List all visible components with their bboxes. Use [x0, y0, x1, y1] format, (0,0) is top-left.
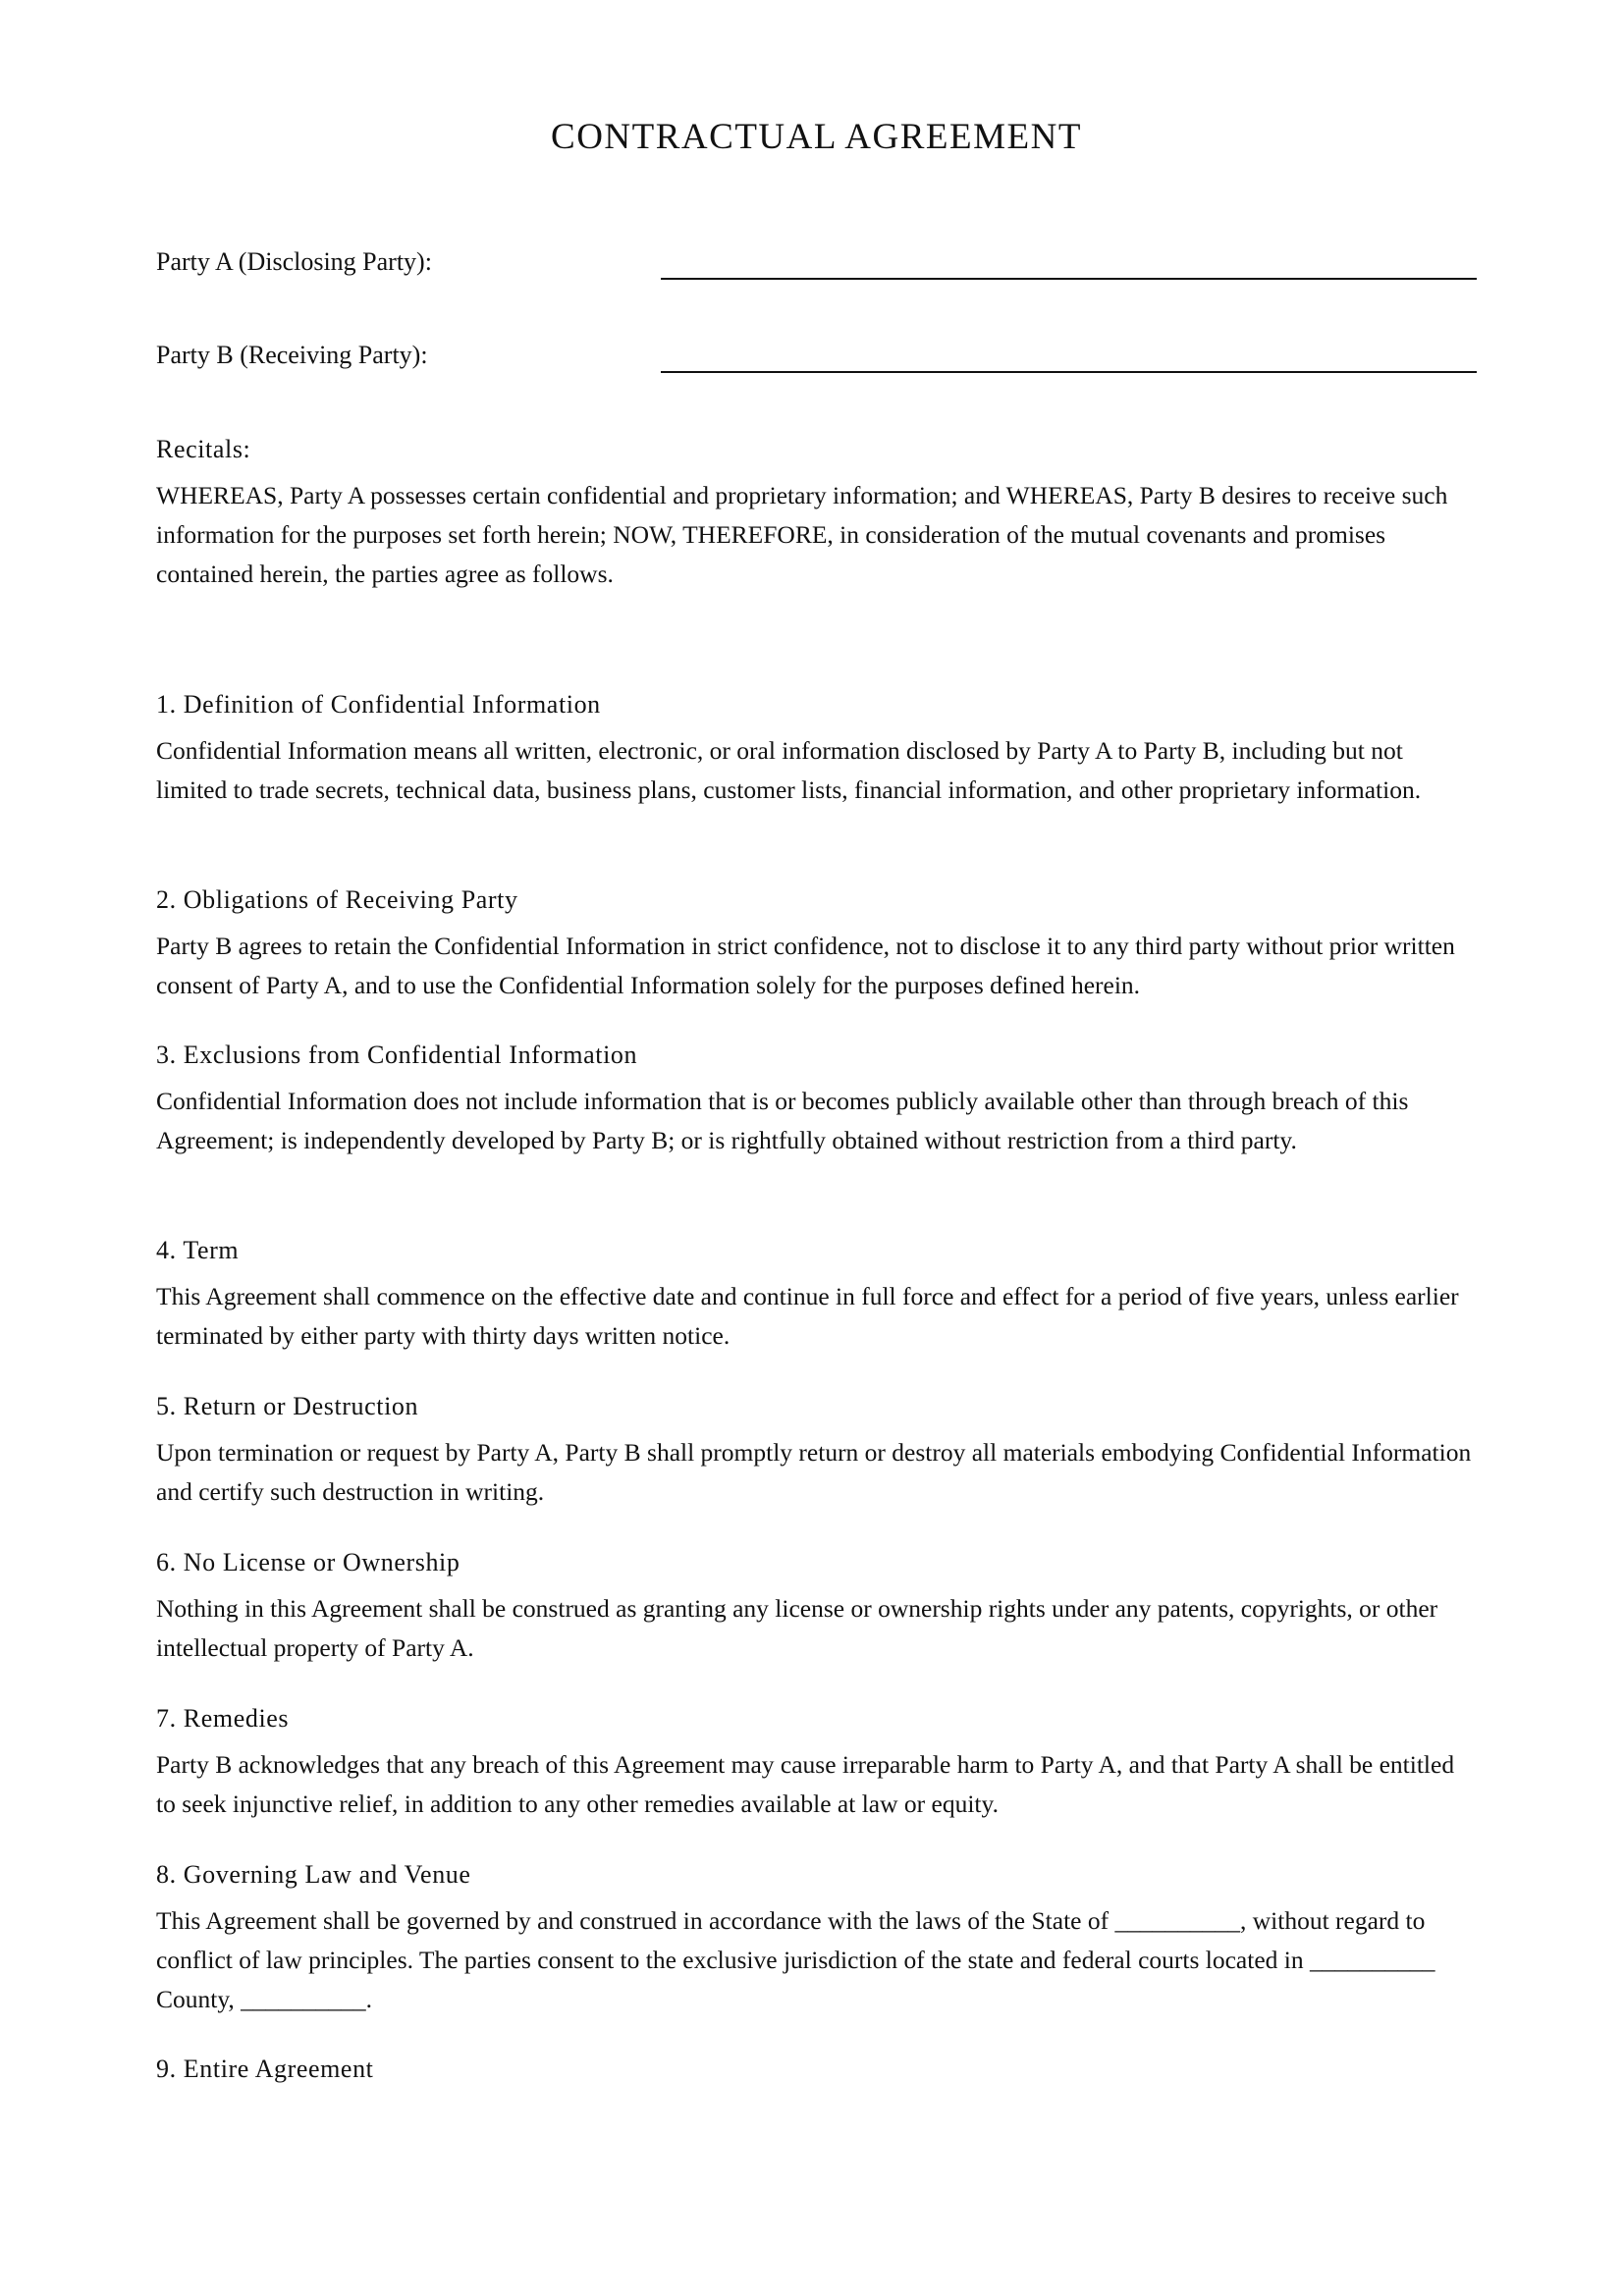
section-7 [156, 1702, 1477, 1824]
section-text: Confidential Information does not include information that is or becomes publicly available other than through breach of this Agreement; is independently developed by Party B; or is rightfully obtained without restriction from a third party. [156, 1087, 1409, 1154]
section-8 [156, 1858, 1477, 2019]
section-heading: 7. Remedies [156, 1704, 290, 1733]
party-b-row [156, 341, 1477, 380]
party-b-signature-line [661, 371, 1477, 373]
section-text: Party B acknowledges that any breach of this Agreement may cause irreparable harm to Party A, and that Party A shall be entitled to seek injunctive relief, in addition to any other remedies available at law or equity. [156, 1750, 1455, 1818]
section-9 [156, 2053, 1477, 2096]
section-text: This Agreement shall commence on the effective date and continue in full force and effect for a period of five years, unless earlier terminated by either party with thirty days written notice. [156, 1282, 1459, 1350]
section-1 [156, 688, 1477, 810]
recitals-text: WHEREAS, Party A possesses certain confidential and proprietary information; and WHEREAS, Party B desires to receive such information for the purposes set forth herein; NOW, THEREFORE, in consideration of the mutual covenants and promises contained herein, the parties agree as follows. [156, 481, 1448, 588]
party-a-signature-line [661, 278, 1477, 280]
section-heading: 1. Definition of Confidential Information [156, 690, 601, 719]
recitals-block [156, 433, 1477, 594]
section-3 [156, 1039, 1477, 1160]
section-heading: 3. Exclusions from Confidential Information [156, 1041, 638, 1069]
recitals-heading: Recitals: [156, 435, 251, 463]
section-heading: 4. Term [156, 1236, 240, 1264]
document-title: CONTRACTUAL AGREEMENT [551, 117, 1082, 157]
section-heading: 5. Return or Destruction [156, 1392, 419, 1420]
section-text: Nothing in this Agreement shall be construed as granting any license or ownership rights under any patents, copyrights, or other intellectual property of Party A. [156, 1594, 1438, 1662]
section-heading: 6. No License or Ownership [156, 1548, 460, 1576]
section-4 [156, 1234, 1477, 1356]
section-5 [156, 1390, 1477, 1512]
party-a-row [156, 247, 1477, 287]
section-2 [156, 883, 1477, 1005]
party-b-label: Party B (Receiving Party): [156, 341, 428, 369]
section-heading: 2. Obligations of Receiving Party [156, 885, 518, 914]
party-a-label: Party A (Disclosing Party): [156, 247, 432, 276]
section-text: This Agreement shall be governed by and construed in accordance with the laws of the State of __________, without regard to conflict of law principles. The parties consent to the exclusive jurisdiction of the state and federal courts located in __________ County, __________. [156, 1906, 1435, 2013]
section-text: Upon termination or request by Party A, Party B shall promptly return or destroy all materials embodying Confidential Information and certify such destruction in writing. [156, 1438, 1472, 1506]
section-6 [156, 1546, 1477, 1668]
section-text: Party B agrees to retain the Confidential Information in strict confidence, not to disclose it to any third party without prior written consent of Party A, and to use the Confidential Information solely for the purposes defined herein. [156, 932, 1455, 999]
section-text: Confidential Information means all written, electronic, or oral information disclosed by Party A to Party B, including but not limited to trade secrets, technical data, business plans, customer lists, financial information, and other proprietary information. [156, 736, 1422, 804]
section-heading: 8. Governing Law and Venue [156, 1860, 471, 1889]
section-heading: 9. Entire Agreement [156, 2055, 374, 2083]
